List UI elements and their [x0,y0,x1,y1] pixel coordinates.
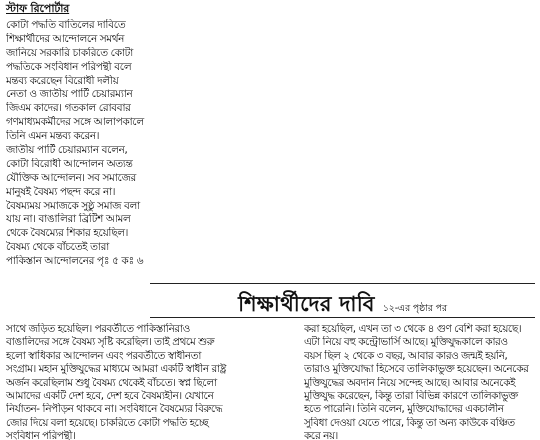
headline-block [150,288,535,316]
text-line: নেতা ও জাতীয় পার্টি চেয়ারম্যান [6,88,133,101]
bottom-right-column [304,323,536,440]
left-column [0,0,178,300]
text-line: কোটা পদ্ধতি বাতিলের দাবিতে [6,19,126,31]
text-line: যায় না। বাঙালিরা ব্রিটিশ আমল [6,213,131,226]
text-line: বাঙালিদের সঙ্গে বৈষম্য সৃষ্টি করেছিল। তাই প্রথমে শুরু [6,336,215,349]
text-line: সংবিধান পরিপন্থী। [6,430,76,440]
blank-area [180,0,540,288]
text-line: জাতীয় পার্টি চেয়ারম্যান বলেন, [6,144,128,157]
text-line: হতে পারেনি। তিনি বলেন, মুক্তিযোদ্ধাদের একচালীন [304,403,504,416]
text-line: সংগ্রাম। মহান মুক্তিযুদ্ধের মাধ্যমে আমরা একটি স্বাধীন রাষ্ট্র [6,363,226,376]
text-line: বৈষম্যময় সমাজকে সুষ্ঠু সমাজ বলা [6,199,140,212]
text-line: বৈষম্য থেকে বাঁচতেই তারা [6,241,109,254]
text-line: তারাও মুক্তিযোদ্ধা হিসেবে তালিকাভুক্ত হয়েছেন। অনেকের [304,363,529,376]
text-line: মুক্তিযুদ্ধের অবদান নিয়ে সন্দেহ আছে। আবার অনেকেই [304,376,516,389]
byline: স্টাফ রিপোর্টার [6,2,70,15]
section-divider [150,283,535,284]
text-line: সুবিধা দেওয়া যেতে পারে, কিন্তু তা অন্য কাউকে বঞ্চিত [304,416,515,429]
text-line: গণমাধ্যমকর্মীদের সঙ্গে আলাপকালে [6,116,144,129]
text-line: করে নয়। [304,430,338,440]
text-line: পদ্ধতিকে সংবিধান পরিপন্থী বলে [6,60,132,73]
text-line: জানিয়ে সরকারি চাকরিতে কোটা [6,46,133,59]
text-line: এটা নিয়ে বহু কন্ট্রোভার্সি আছে। মুক্তিযুদ্ধকালে কারও [304,336,508,349]
headline: শিক্ষার্থীদের দাবি [238,292,375,316]
text-line: বয়স ছিল ২ থেকে ৩ বছর, আবার কারও জন্মই হয়নি, [304,349,508,362]
text-line: শিক্ষার্থীদের আন্দোলনে সমর্থন [6,32,124,45]
text-line: থেকে বৈষম্যের শিকার হয়েছিল। [6,227,129,240]
text-line: করা হয়েছিল, এখন তা ৩ থেকে ৪ গুণ বেশি করা হয়েছে। [304,323,522,335]
text-line: মুক্তিযুদ্ধ করেছেন, কিন্তু তারা বিভিন্ন কারণে তালিকাভুক্ত [304,389,518,402]
headline-underline [150,317,535,318]
text-line: কোটা বিরোধী আন্দোলন অত্যন্ত [6,157,133,170]
text-line: হলো স্বাধিকার আন্দোলন এবং পরবর্তীতে স্বাধীনতা [6,349,201,362]
text-line: জিএম কাদের। গতকাল রোববার [6,102,131,115]
text-line: তিনি এমন মন্তব্য করেন। [6,130,100,143]
text-line: পাকিস্তান আন্দোলনের পৃঃ ৫ কঃ ৬ [6,255,144,268]
left-column-text [6,19,178,269]
text-line: সাথে জড়িত হয়েছিল। পরবর্তীতে পাকিস্তানিরাও [6,323,190,335]
text-line: যৌক্তিক আন্দোলন। সব সমাজের [6,171,136,184]
text-line: নির্যাতন- নিপীড়ন থাকবে না। সংবিধানে বৈষম্যের বিরুদ্ধে [6,403,223,416]
continued-from-label: ১২-এর পৃষ্ঠার পর [382,303,447,314]
text-line: জোর দিয়ে বলা হয়েছে। চাকরিতে কোটা পদ্ধতি হচ্ছে [6,416,209,429]
text-line: মানুষই বৈষম্য পছন্দ করে না। [6,185,116,198]
text-line: মন্তব্য করেছেন বিরোধী দলীয় [6,74,119,87]
text-line: আমাদের একটি দেশ হবে, দেশ হবে বৈষম্যহীন। যেখানে [6,389,214,402]
bottom-left-column [6,323,296,440]
text-line: অর্জন করেছিলাম শুধু বৈষম্য থেকেই বাঁচতে। স্বপ্ন ছিলো [6,376,217,389]
